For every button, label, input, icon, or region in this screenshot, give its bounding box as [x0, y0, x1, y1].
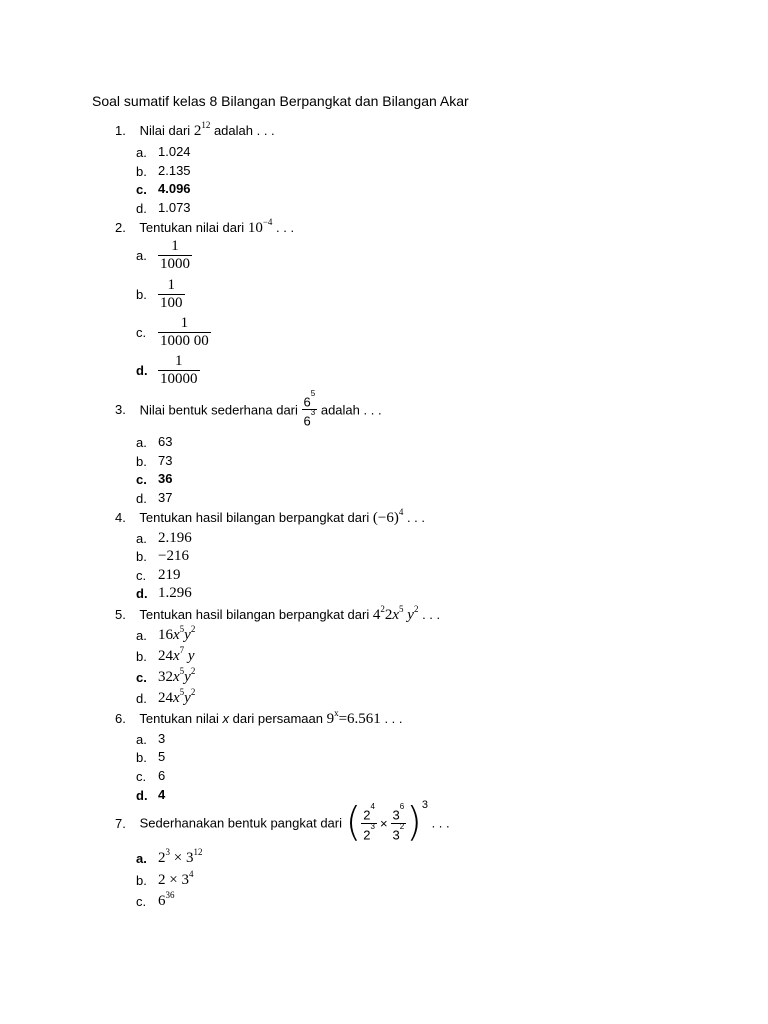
- question-text: Nilai bentuk sederhana dari: [139, 402, 298, 418]
- question-text: Tentukan hasil bilangan berpangkat dari: [139, 510, 370, 525]
- question-7: [115, 799, 450, 846]
- q1-option-c[interactable]: c. 4.096: [136, 181, 191, 198]
- math-expression: $10^{-4}$: [247, 217, 273, 236]
- math-expression: $2^3 \times 3^{12}$: [158, 847, 203, 866]
- fraction: $\frac{1}{1000}$: [160, 238, 190, 272]
- q5-option-b[interactable]: b. $24x^7$ y: [136, 645, 195, 665]
- variable: x: [222, 711, 230, 726]
- q6-option-c[interactable]: c. 6: [136, 768, 166, 785]
- question-6: [115, 708, 403, 728]
- question-4: [115, 507, 425, 527]
- fraction: $\frac{1}{1000 00}$: [160, 315, 209, 349]
- question-text: Tentukan nilai dari: [139, 220, 245, 235]
- question-2: [115, 217, 295, 237]
- question-1: [115, 120, 275, 140]
- q5-option-a[interactable]: a. $16x^5y^2$: [136, 624, 196, 644]
- math-expression: $2 \times 3^4$: [158, 869, 194, 888]
- question-number: 5.: [115, 607, 126, 622]
- question-number: 7.: [115, 815, 126, 831]
- math-expression: $32x^5y^2$: [158, 666, 196, 685]
- page-title: Soal sumatif kelas 8 Bilangan Berpangkat dan Bilangan Akar: [92, 93, 469, 109]
- q3-option-d[interactable]: d. 37: [136, 490, 173, 507]
- question-3: [115, 391, 382, 429]
- q6-option-d[interactable]: d. 4: [136, 787, 166, 804]
- q3-option-a[interactable]: a. 63: [136, 434, 173, 451]
- question-5: [115, 604, 441, 624]
- q2-option-a[interactable]: a. $\frac{1}{1000}$: [136, 238, 190, 272]
- q2-option-d[interactable]: d. $\frac{1}{10000}$: [136, 353, 198, 387]
- question-text: Tentukan hasil bilangan berpangkat dari: [139, 607, 370, 622]
- question-number: 6.: [115, 711, 126, 726]
- q5-option-c[interactable]: c. $32x^5y^2$: [136, 666, 196, 686]
- question-text: Nilai dari: [139, 123, 191, 138]
- question-text-end: . . .: [276, 220, 295, 235]
- math-expression: $24x^7$ y: [158, 645, 195, 664]
- question-text-mid: dari persamaan: [232, 711, 323, 726]
- math-expression: $4^22x^5$ $y^2$: [372, 604, 419, 623]
- math-expression: $(-6)^4$: [372, 507, 404, 526]
- fraction: $\frac{1}{10000}$: [160, 353, 198, 387]
- q4-option-b[interactable]: b. −216: [136, 548, 189, 565]
- q3-option-c[interactable]: c. 36: [136, 471, 173, 488]
- math-expression: $9^x=6.561$: [326, 708, 381, 727]
- question-text: Sederhanakan bentuk pangkat dari: [139, 815, 343, 831]
- math-expression: $2^{12}$: [193, 120, 211, 139]
- question-text-end: adalah . . .: [320, 402, 382, 418]
- question-text-end: . . .: [422, 607, 441, 622]
- q2-option-b[interactable]: b. $\frac{1}{100}$: [136, 277, 183, 311]
- math-expression: ( $\frac{2^4}{2^3}$ × $\frac{3^6}{3^2}$ )$^3$: [345, 799, 428, 846]
- question-number: 2.: [115, 220, 126, 235]
- fraction: $\frac{1}{100}$: [160, 277, 183, 311]
- fraction: $\frac{6^5}{6^3}$: [303, 389, 316, 429]
- q1-option-d[interactable]: d. 1.073: [136, 200, 191, 217]
- q1-option-b[interactable]: b. 2.135: [136, 163, 191, 180]
- question-number: 3.: [115, 402, 126, 418]
- question-text-end: . . .: [431, 815, 450, 831]
- math-expression: $24x^5y^2$: [158, 687, 196, 706]
- question-number: 4.: [115, 510, 126, 525]
- question-text-end: . . .: [384, 711, 403, 726]
- q3-option-b[interactable]: b. 73: [136, 453, 173, 470]
- question-text: Tentukan nilai: [139, 711, 219, 726]
- q5-option-d[interactable]: d. $24x^5y^2$: [136, 687, 196, 707]
- math-expression: $6^{36}$: [158, 890, 175, 909]
- question-text-end: . . .: [406, 510, 425, 525]
- q7-option-a[interactable]: a. $2^3 \times 3^{12}$: [136, 847, 203, 867]
- q7-option-b[interactable]: b. $2 \times 3^4$: [136, 869, 194, 889]
- question-number: 1.: [115, 123, 126, 138]
- math-expression: $16x^5y^2$: [158, 624, 196, 643]
- q2-option-c[interactable]: c. $\frac{1}{1000 00}$: [136, 315, 209, 349]
- q4-option-c[interactable]: c. 219: [136, 567, 181, 584]
- q6-option-a[interactable]: a. 3: [136, 731, 166, 748]
- q6-option-b[interactable]: b. 5: [136, 749, 166, 766]
- q4-option-d[interactable]: d. 1.296: [136, 585, 192, 602]
- q4-option-a[interactable]: a. 2.196: [136, 530, 192, 547]
- q7-option-c[interactable]: c. $6^{36}$: [136, 890, 175, 910]
- question-text-end: adalah . . .: [213, 123, 275, 138]
- q1-option-a[interactable]: a. 1.024: [136, 144, 191, 161]
